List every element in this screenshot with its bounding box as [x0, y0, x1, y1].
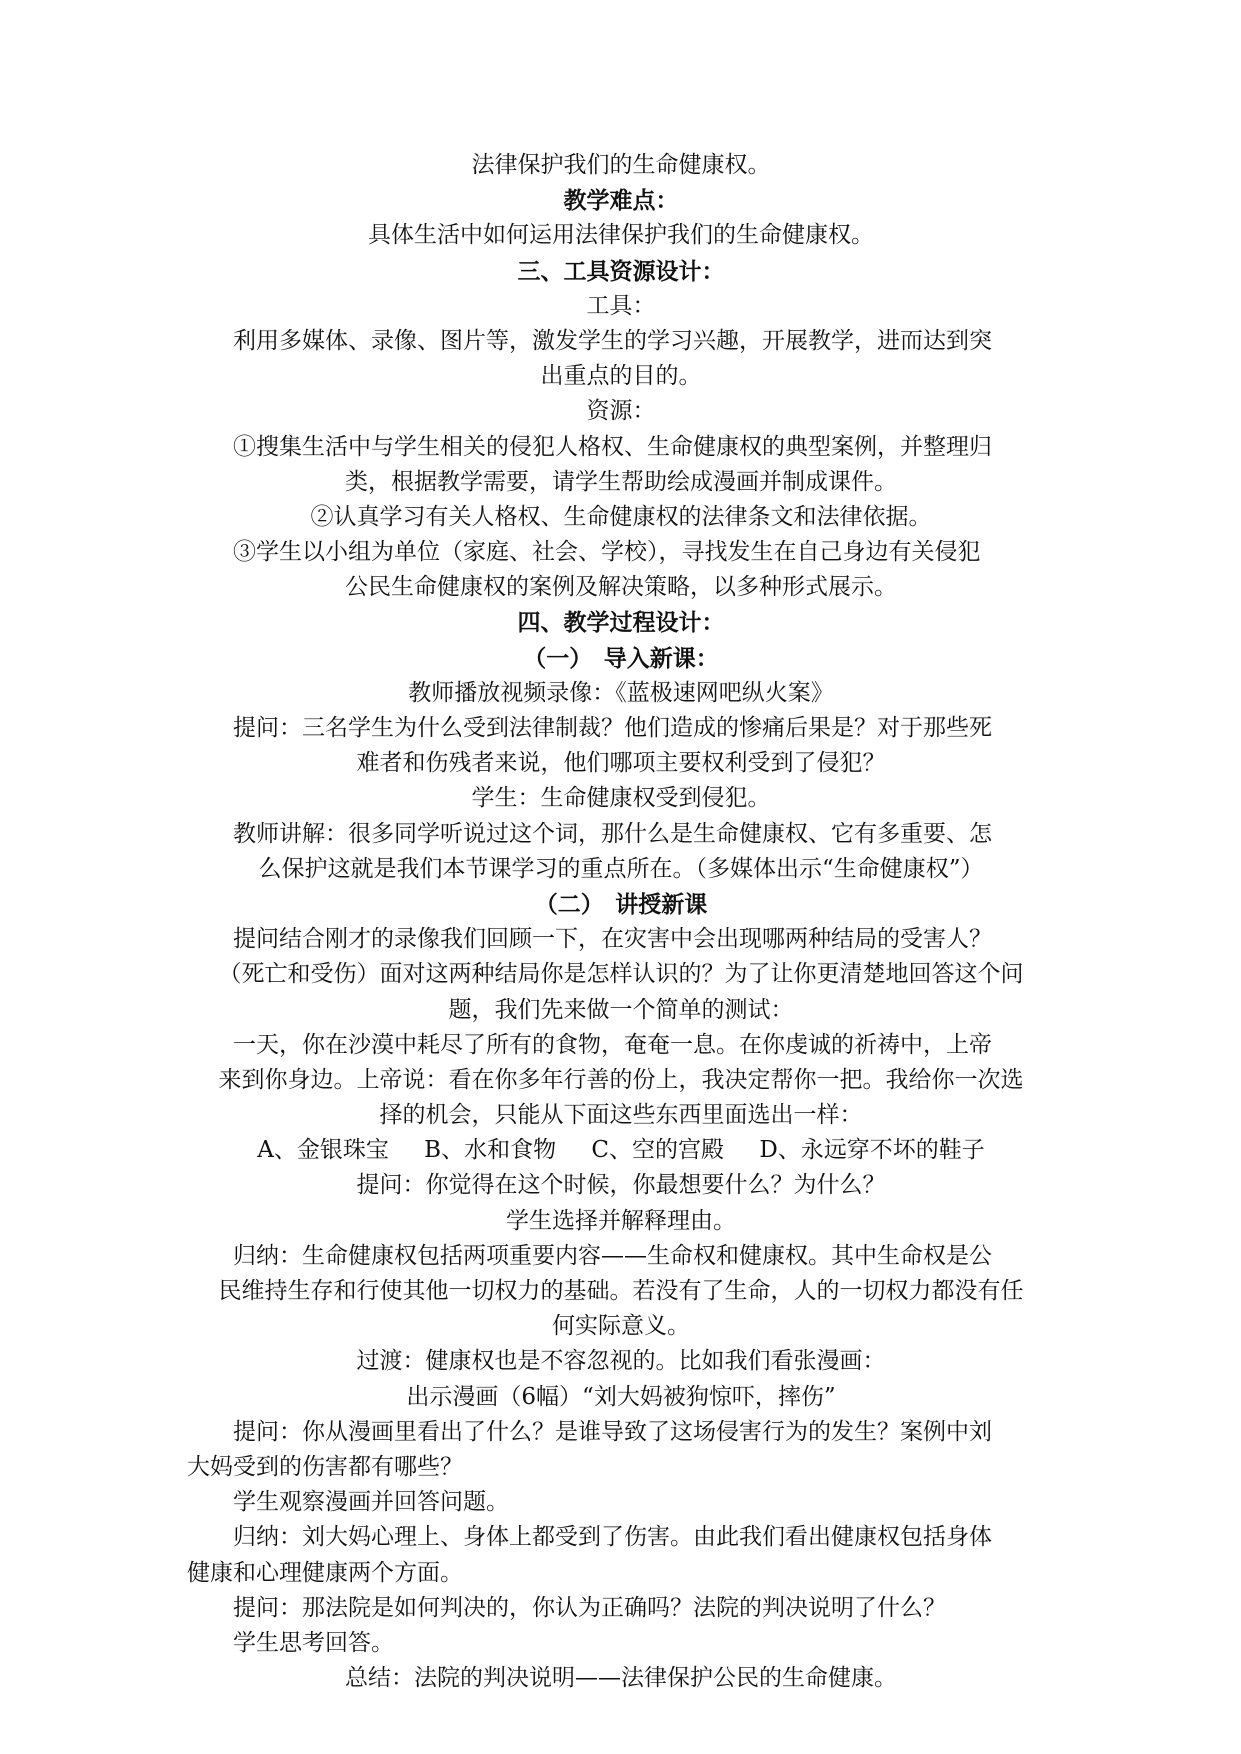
- text-line: 提问：三名学生为什么受到法律制裁？他们造成的惨痛后果是？对于那些死: [233, 715, 992, 741]
- text-line: 教师讲解：很多同学听说过这个词，那什么是生命健康权、它有多重要、怎: [233, 820, 992, 847]
- text-line: 资源：: [586, 398, 656, 425]
- option-a: A、金银珠宝: [257, 1137, 389, 1164]
- text-line: 提问：那法院是如何判决的，你认为正确吗？法院的判决说明了什么？: [233, 1594, 946, 1621]
- text-line: 总结：法院的判决说明——法律保护公民的生命健康。: [345, 1665, 897, 1692]
- text-line: 归纳：刘大妈心理上、身体上都受到了伤害。由此我们看出健康权包括身体: [233, 1524, 992, 1551]
- text-line: 学生观察漫画并回答问题。: [233, 1489, 509, 1516]
- text-line: 出重点的目的。: [540, 363, 702, 390]
- text-line: 题，我们先来做一个简单的测试：: [448, 996, 794, 1023]
- text-line: 具体生活中如何运用法律保护我们的生命健康权。: [368, 222, 874, 249]
- subsection-heading: （二） 讲授新课: [534, 890, 708, 918]
- text-line: ②认真学习有关人格权、生命健康权的法律条文和法律依据。: [310, 503, 932, 530]
- text-line: 健康和心理健康两个方面。: [187, 1559, 463, 1586]
- text-line: 工具：: [586, 292, 656, 319]
- text-line: （死亡和受伤）面对这两种结局你是怎样认识的？为了让你更清楚地回答这个问: [218, 961, 1024, 988]
- text-line: 难者和伤残者来说，他们哪项主要权利受到了侵犯？: [356, 750, 886, 777]
- subsection-heading: （一） 导入新课：: [523, 644, 719, 672]
- text-line: 利用多媒体、录像、图片等，激发学生的学习兴趣，开展教学，进而达到突: [233, 327, 992, 354]
- text-line: 学生选择并解释理由。: [506, 1207, 736, 1234]
- text-line: 提问结合刚才的录像我们回顾一下，在灾害中会出现哪两种结局的受害人？: [233, 926, 992, 953]
- text-line: ①搜集生活中与学生相关的侵犯人格权、生命健康权的典型案例，并整理归: [233, 433, 992, 460]
- text-line: 学生：生命健康权受到侵犯。: [471, 785, 771, 812]
- text-line: 来到你身边。上帝说：看在你多年行善的份上，我决定帮你一把。我给你一次选: [218, 1066, 1024, 1093]
- text-line: 过渡：健康权也是不容忽视的。比如我们看张漫画：: [356, 1348, 886, 1375]
- text-line: 归纳：生命健康权包括两项重要内容——生命权和健康权。其中生命权是公: [233, 1242, 992, 1269]
- text-line: 提问：你从漫画里看出了什么？是谁导致了这场侵害行为的发生？案例中刘: [233, 1418, 992, 1445]
- text-line: 公民生命健康权的案例及解决策略，以多种形式展示。: [345, 574, 897, 601]
- text-line: 类，根据教学需要，请学生帮助绘成漫画并制成课件。: [345, 468, 897, 495]
- text-line: 民维持生存和行使其他一切权力的基础。若没有了生命，人的一切权力都没有任: [218, 1278, 1024, 1304]
- document-body: [187, 148, 1055, 1696]
- section-heading: 三、工具资源设计：: [517, 257, 725, 285]
- section-heading: 教学难点：: [563, 187, 679, 215]
- text-line: 法律保护我们的生命健康权。: [471, 152, 771, 178]
- choice-options: [187, 1133, 1055, 1168]
- text-line: 教师播放视频录像：《蓝极速网吧纵火案》: [408, 679, 834, 706]
- text-line: 择的机会，只能从下面这些东西里面选出一样：: [379, 1102, 863, 1129]
- section-heading: 四、教学过程设计：: [517, 609, 725, 637]
- text-line: ③学生以小组为单位（家庭、社会、学校），寻找发生在自己身边有关侵犯: [233, 539, 981, 566]
- text-line: 何实际意义。: [552, 1313, 690, 1340]
- option-b: B、水和食物: [424, 1137, 557, 1164]
- text-line: 出示漫画（6幅）“刘大妈被狗惊吓，摔伤”: [406, 1383, 836, 1410]
- text-line: 大妈受到的伤害都有哪些？: [187, 1453, 463, 1480]
- text-line: 一天，你在沙漠中耗尽了所有的食物，奄奄一息。在你虔诚的祈祷中，上帝: [233, 1031, 992, 1058]
- option-d: D、永远穿不坏的鞋子: [759, 1137, 985, 1164]
- text-line: 么保护这就是我们本节课学习的重点所在。（多媒体出示“生命健康权”）: [258, 855, 984, 882]
- option-c: C、空的宫殿: [591, 1137, 724, 1164]
- text-line: 提问：你觉得在这个时候，你最想要什么？为什么？: [356, 1172, 886, 1199]
- text-line: 学生思考回答。: [233, 1629, 394, 1656]
